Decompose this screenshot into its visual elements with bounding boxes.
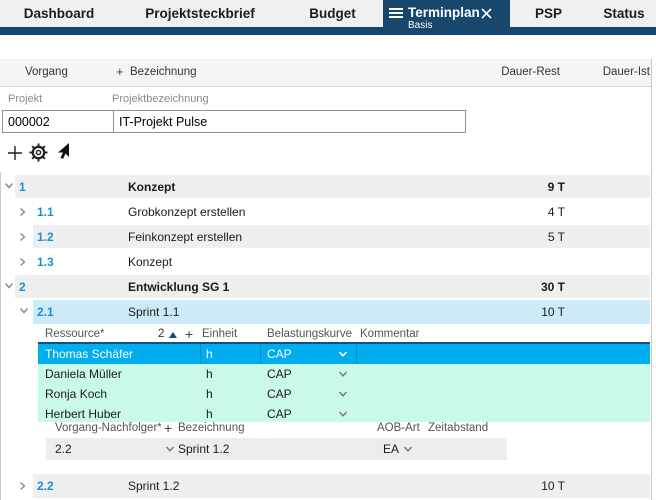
task-row-2[interactable] <box>15 275 650 298</box>
chevron-right-icon[interactable] <box>19 481 27 491</box>
resource-row-selected[interactable] <box>38 342 650 364</box>
resource-row[interactable] <box>38 404 650 422</box>
tab-budget[interactable] <box>282 0 383 27</box>
tab-label: Status <box>603 6 645 21</box>
table-column-header <box>0 59 651 87</box>
task-row-1-2[interactable] <box>33 225 650 248</box>
chevron-right-icon[interactable] <box>19 207 27 217</box>
add-icon[interactable] <box>7 145 23 161</box>
cursor-icon[interactable] <box>55 142 72 160</box>
task-row-1-1[interactable] <box>33 200 650 223</box>
project-id-field[interactable]: 000002 <box>3 111 114 132</box>
column-einheit[interactable]: Einheit <box>202 328 238 340</box>
column-dauer-rest[interactable]: Dauer-Rest <box>501 66 560 78</box>
resource-row[interactable] <box>38 384 650 404</box>
add-resource-icon[interactable]: + <box>185 326 194 342</box>
chevron-down-icon[interactable] <box>338 351 348 358</box>
chevron-down-icon[interactable] <box>338 391 348 398</box>
task-row-1[interactable] <box>15 175 650 198</box>
resource-table-header <box>38 327 650 343</box>
task-label: Entwicklung SG 1 <box>128 280 230 294</box>
chevron-down-icon[interactable] <box>338 371 348 378</box>
tab-status[interactable] <box>592 0 656 27</box>
resource-curve-select[interactable]: CAP <box>267 387 292 401</box>
column-divider <box>356 344 357 364</box>
tab-sublabel: Basis <box>408 20 433 31</box>
task-label: Konzept <box>128 180 176 194</box>
column-bezeichnung[interactable]: Bezeichnung <box>130 66 197 78</box>
task-duration: 10 T <box>541 305 565 319</box>
chevron-down-icon[interactable] <box>403 446 413 453</box>
task-label: Grobkonzept erstellen <box>128 205 246 219</box>
column-dauer-ist[interactable]: Dauer-Ist <box>602 66 650 78</box>
tab-projektsteckbrief[interactable] <box>118 0 282 27</box>
column-aob-art[interactable]: AOB-Art <box>377 422 420 434</box>
chevron-right-icon[interactable] <box>19 257 27 267</box>
tab-bar-underline <box>0 27 656 35</box>
successor-table-header <box>46 422 507 436</box>
column-belastungskurve[interactable]: Belastungskurve <box>267 328 353 340</box>
task-duration: 4 T <box>547 205 565 219</box>
resource-curve-select[interactable]: CAP <box>267 347 292 361</box>
grid-right-border <box>651 59 652 500</box>
grid-left-border <box>0 172 1 500</box>
resource-unit: h <box>206 387 213 401</box>
chevron-down-icon[interactable] <box>4 182 14 190</box>
chevron-right-icon[interactable] <box>19 232 27 242</box>
resource-curve-select[interactable]: CAP <box>267 367 292 381</box>
tab-label: Budget <box>309 6 356 21</box>
tab-label: Dashboard <box>23 6 95 21</box>
tab-dashboard[interactable] <box>0 0 118 27</box>
column-divider <box>260 344 261 364</box>
column-bezeichnung[interactable]: Bezeichnung <box>178 422 245 434</box>
wbs-number: 1 <box>19 180 26 194</box>
task-duration: 30 T <box>540 280 565 294</box>
menu-icon[interactable] <box>389 8 403 19</box>
project-field-group <box>2 110 466 133</box>
task-row-2-1[interactable] <box>33 300 650 324</box>
task-row-1-3[interactable] <box>33 250 650 273</box>
resource-row[interactable] <box>38 364 650 384</box>
project-name-field[interactable]: IT-Projekt Pulse <box>119 114 208 129</box>
resource-unit: h <box>206 407 213 421</box>
task-label: Sprint 1.1 <box>128 305 180 319</box>
tab-label: Projektsteckbrief <box>145 6 255 21</box>
successor-label: Sprint 1.2 <box>178 442 230 456</box>
wbs-number: 1.2 <box>37 230 54 244</box>
add-task-icon[interactable]: + <box>116 64 124 79</box>
resource-unit: h <box>206 367 213 381</box>
wbs-number: 2.2 <box>37 479 54 493</box>
chevron-down-icon[interactable] <box>19 307 29 315</box>
tab-label: PSP <box>534 6 562 21</box>
task-row-2-2[interactable] <box>33 474 650 498</box>
task-grid <box>0 172 656 500</box>
chevron-down-icon[interactable] <box>165 446 175 453</box>
column-vorgang[interactable]: Vorgang <box>25 66 68 78</box>
resource-name: Thomas Schäfer <box>45 347 134 361</box>
column-ressource[interactable]: Ressource* <box>45 328 105 340</box>
resource-name: Ronja Koch <box>45 387 108 401</box>
task-duration: 5 T <box>547 230 565 244</box>
wbs-number: 1.3 <box>37 255 54 269</box>
aob-art-select[interactable]: EA <box>383 442 400 456</box>
project-name-label: Projektbezeichnung <box>112 93 209 105</box>
task-label: Sprint 1.2 <box>128 479 180 493</box>
add-successor-icon[interactable]: + <box>164 420 173 436</box>
sort-ascending-icon[interactable] <box>169 332 177 338</box>
column-divider <box>200 344 201 364</box>
project-id-label: Projekt <box>8 93 43 105</box>
column-vorgang-nachfolger[interactable]: Vorgang-Nachfolger* <box>55 422 162 434</box>
resource-name: Herbert Huber <box>45 407 122 421</box>
resource-name: Daniela Müller <box>45 367 122 381</box>
wbs-number: 1.1 <box>37 205 54 219</box>
successor-select[interactable]: 2.2 <box>55 442 72 456</box>
chevron-down-icon[interactable] <box>4 282 14 290</box>
chevron-down-icon[interactable] <box>338 411 348 418</box>
tab-label: Terminplan <box>408 5 480 20</box>
wbs-number: 2.1 <box>37 305 54 319</box>
tab-terminplan[interactable] <box>383 0 510 35</box>
resource-unit: h <box>206 347 213 361</box>
task-duration: 10 T <box>541 479 565 493</box>
tab-bar <box>0 0 656 35</box>
successor-row[interactable] <box>46 438 507 460</box>
task-duration: 9 T <box>547 180 565 194</box>
task-label: Feinkonzept erstellen <box>128 230 243 244</box>
wbs-number: 2 <box>19 280 26 294</box>
resource-curve-select[interactable]: CAP <box>267 407 292 421</box>
column-zeitabstand[interactable]: Zeitabstand <box>428 422 489 434</box>
close-icon[interactable] <box>481 8 492 19</box>
tab-psp[interactable] <box>510 0 587 27</box>
task-label: Konzept <box>128 255 173 269</box>
toolbar <box>0 140 200 168</box>
column-kommentar[interactable]: Kommentar <box>360 328 420 340</box>
gear-icon[interactable] <box>29 143 48 162</box>
sort-order-number: 2 <box>158 328 165 340</box>
